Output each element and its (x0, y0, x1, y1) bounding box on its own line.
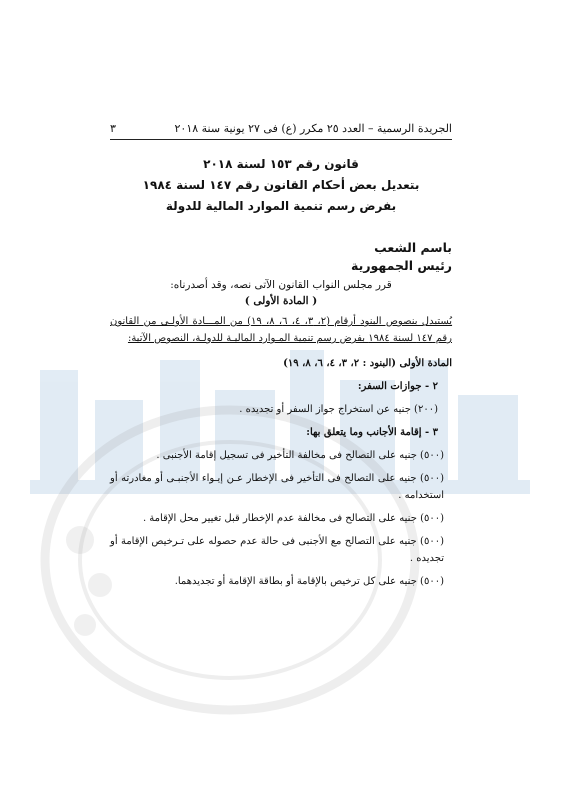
preamble-block (110, 239, 452, 275)
page-content (110, 122, 452, 590)
article-items-line: المادة الأولى (البنود : ٢، ٣، ٤، ٦، ٨، ١٩) (283, 358, 452, 369)
item-2-title: ٢ - جوازات السفر: (357, 381, 438, 392)
item-3-fee-c: (٥٠٠) جنيه على التصالح فى مخالفة عدم الإخطار قبل تغيير محل الإقامة . (142, 513, 444, 524)
item-3-fee-d: (٥٠٠) جنيه على التصالح مع الأجنبى فى حالة عدم حصوله على تـرخيص الإقامة أو تجديده . (110, 536, 444, 564)
law-title: قانون رقم ١٥٣ لسنة ٢٠١٨ (203, 157, 359, 171)
item-3-fee-b: (٥٠٠) جنيه على التصالح فى التأخير فى الإخطار عـن إيـواء الأجنبـى أو مغادرته أو استخدامه . (110, 473, 444, 501)
law-titles (110, 154, 452, 217)
law-subtitle-2: بفرض رسم تنمية الموارد المالية للدولة (165, 199, 397, 213)
in-the-name-of-people: باسم الشعب (374, 240, 452, 255)
gazette-header: الجريدة الرسمية – العدد ٢٥ مكرر (ع) فى ٢٧ يونية سنة ٢٠١٨ (174, 122, 452, 135)
item-3-fee-a: (٥٠٠) جنيه على التصالح فى مخالفة التأخير فى تسجيل إقامة الأجنبى . (156, 450, 444, 461)
item-2-fee: (٢٠٠) جنيه عن استخراج جواز السفر أو تجديده . (239, 404, 438, 415)
item-3-fee-e: (٥٠٠) جنيه على كل ترخيص بالإقامة أو بطاقة الإقامة أو تجديدهما. (174, 576, 444, 587)
president-of-republic: رئيس الجمهورية (351, 258, 452, 273)
decree-intro (110, 277, 452, 309)
decree-text: قرر مجلس النواب القانون الآتى نصه، وقد أصدرناه: (170, 279, 392, 291)
law-subtitle-1: بتعديل بعض أحكام القانون رقم ١٤٧ لسنة ١٩٨٤ (142, 178, 420, 192)
page-header (110, 122, 452, 140)
page-number: ٣ (110, 122, 116, 135)
article-heading: ( المادة الأولى ) (244, 295, 318, 307)
item-3-title: ٣ - إقامة الأجانب وما يتعلق بها: (306, 427, 438, 438)
article-paragraph: يُستبدل بنصوص البنود أرقام (٢، ٣، ٤، ٦، ٨، ١٩) من المـــادة الأولـى من القانون رقم ١٤٧ لسنة ١٩٨٤ بفرض رسم تنمية المـوارد الماليـة للدولـة، النصوص الآتية: (110, 316, 453, 344)
